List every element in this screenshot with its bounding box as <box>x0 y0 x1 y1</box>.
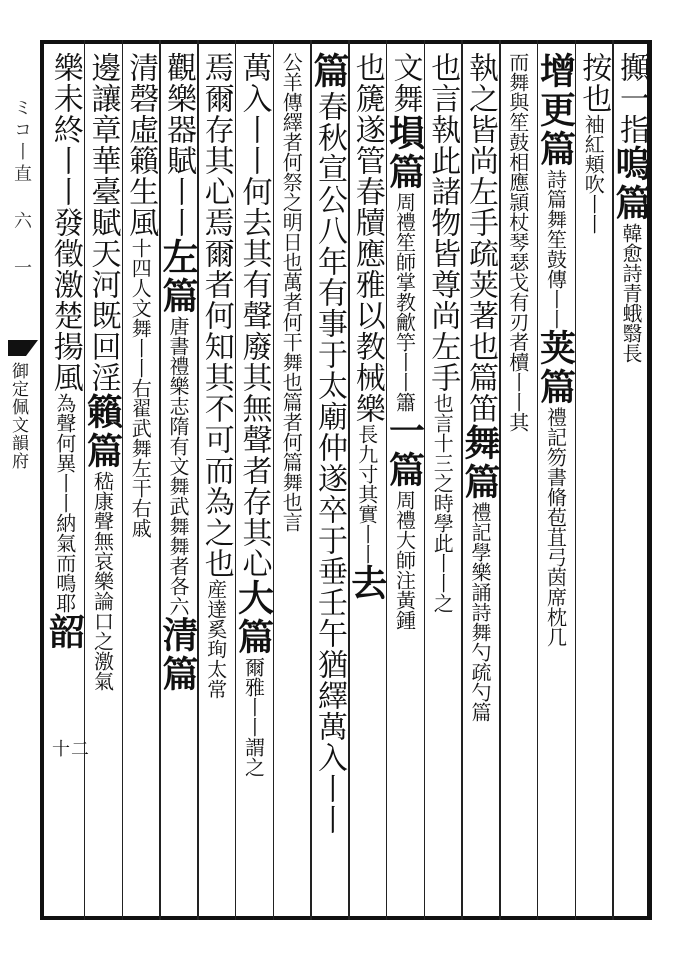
body-text: 按也 <box>576 52 612 114</box>
headword: 一篇 <box>383 412 426 490</box>
body-text: 焉爾存其心焉爾者何知其不可而為之也 <box>198 52 234 579</box>
headword: 韶 <box>43 613 86 652</box>
folio-number: 十二 <box>52 739 90 760</box>
body-text: 也 <box>349 52 385 83</box>
annotation-text: 為聲何異丨丨納氣而鳴耶 <box>52 393 77 613</box>
text-column <box>610 52 652 912</box>
annotation-text: 韓愈詩青蛾翳長 <box>619 223 643 363</box>
annotation-text: 也言十三之時學此丨丨之 <box>430 393 455 613</box>
headword: 舞篇 <box>459 424 501 502</box>
headword: 去 <box>345 564 388 603</box>
page-margin <box>0 40 36 920</box>
text-column <box>425 52 461 912</box>
annotation-text: 長九寸其實丨丨 <box>354 424 379 564</box>
text-column <box>383 52 426 912</box>
text-column <box>534 52 577 912</box>
annotation-text: 詩篇舞笙鼓傳丨丨 <box>543 169 568 329</box>
body-text: 萬入丨丨何去其有聲廢其無聲者存其心 <box>236 52 272 579</box>
headword: 荚篇 <box>534 329 577 407</box>
annotation-text: 頴杖琴瑟戈有刃者櫝丨丨其 <box>505 192 530 432</box>
annotation-text: 嵇康聲無哀樂論口之激氣 <box>90 471 115 691</box>
annotation-text: 唐書禮樂志隋有文舞武舞舞者各六 <box>166 316 190 616</box>
annotation-text: 而舞與笙鼓相應 <box>505 52 530 192</box>
text-column <box>198 52 234 912</box>
annotation-text: 公羊傳繹者何祭之明日也萬者何干舞也篇者何篇舞也言 <box>279 52 304 532</box>
text-column <box>81 52 124 912</box>
text-column <box>308 52 350 912</box>
text-column <box>576 52 612 912</box>
headword: 嗚篇 <box>610 145 652 223</box>
body-text: 也言執此諸物皆尊尚左手 <box>425 52 461 393</box>
body-text: 邊讓章華臺賦天河既回淫 <box>85 52 121 393</box>
body-text: 篪遂管春牘應雅以教械樂 <box>349 83 385 424</box>
annotation-text: 十四人文舞丨丨右翟武舞左干右戚 <box>128 238 153 538</box>
text-column <box>500 52 536 912</box>
body-text: 春秋宣公八年有事于太廟仲遂卒于垂壬午猶繹萬入丨丨 <box>312 91 347 835</box>
body-text: 清磬虛籟生風 <box>123 52 159 238</box>
annotation-text: 爾雅丨丨謂之 <box>241 657 266 777</box>
annotation-text: 産達奚珣太常 <box>203 579 228 699</box>
body-text: 攧一指 <box>614 52 649 145</box>
body-text: 執之皆尚左手疏荚著也篇笛 <box>463 52 498 424</box>
headword: 大篇 <box>232 579 275 657</box>
annotation-text: 袖紅頬吹丨丨 <box>581 114 606 234</box>
headword: 清篇 <box>157 616 199 694</box>
text-column <box>123 52 159 912</box>
annotation-text: 禮記學樂誦詩舞勺疏勺篇 <box>468 502 492 722</box>
body-text: 樂未終丨丨發徵激楚揚風 <box>47 52 83 393</box>
headword: 籟篇 <box>81 393 124 471</box>
text-column <box>43 52 86 912</box>
headword: 左篇 <box>157 238 199 316</box>
headword: 增更篇 <box>534 52 577 169</box>
text-column <box>459 52 501 912</box>
text-column <box>232 52 275 912</box>
text-column <box>157 52 199 912</box>
headword: 篇 <box>308 52 350 91</box>
annotation-text: 禮記笏書脩苞苴弓茵席枕几 <box>543 407 568 647</box>
text-column <box>274 52 310 912</box>
headword: 塤篇 <box>383 114 426 192</box>
fish-tail-mark-icon <box>8 340 38 356</box>
annotation-text: 周禮大師注黃鍾 <box>392 490 417 630</box>
body-text: 觀樂器賦丨丨 <box>161 52 196 238</box>
margin-fragment: ミコ丨直 六 一 <box>11 98 32 280</box>
body-text: 文舞 <box>387 52 423 114</box>
book-title: 御定佩文韻府 <box>8 362 28 470</box>
text-column <box>345 52 388 912</box>
annotation-text: 周禮笙師掌教龡竽丨丨簫 <box>392 192 417 412</box>
